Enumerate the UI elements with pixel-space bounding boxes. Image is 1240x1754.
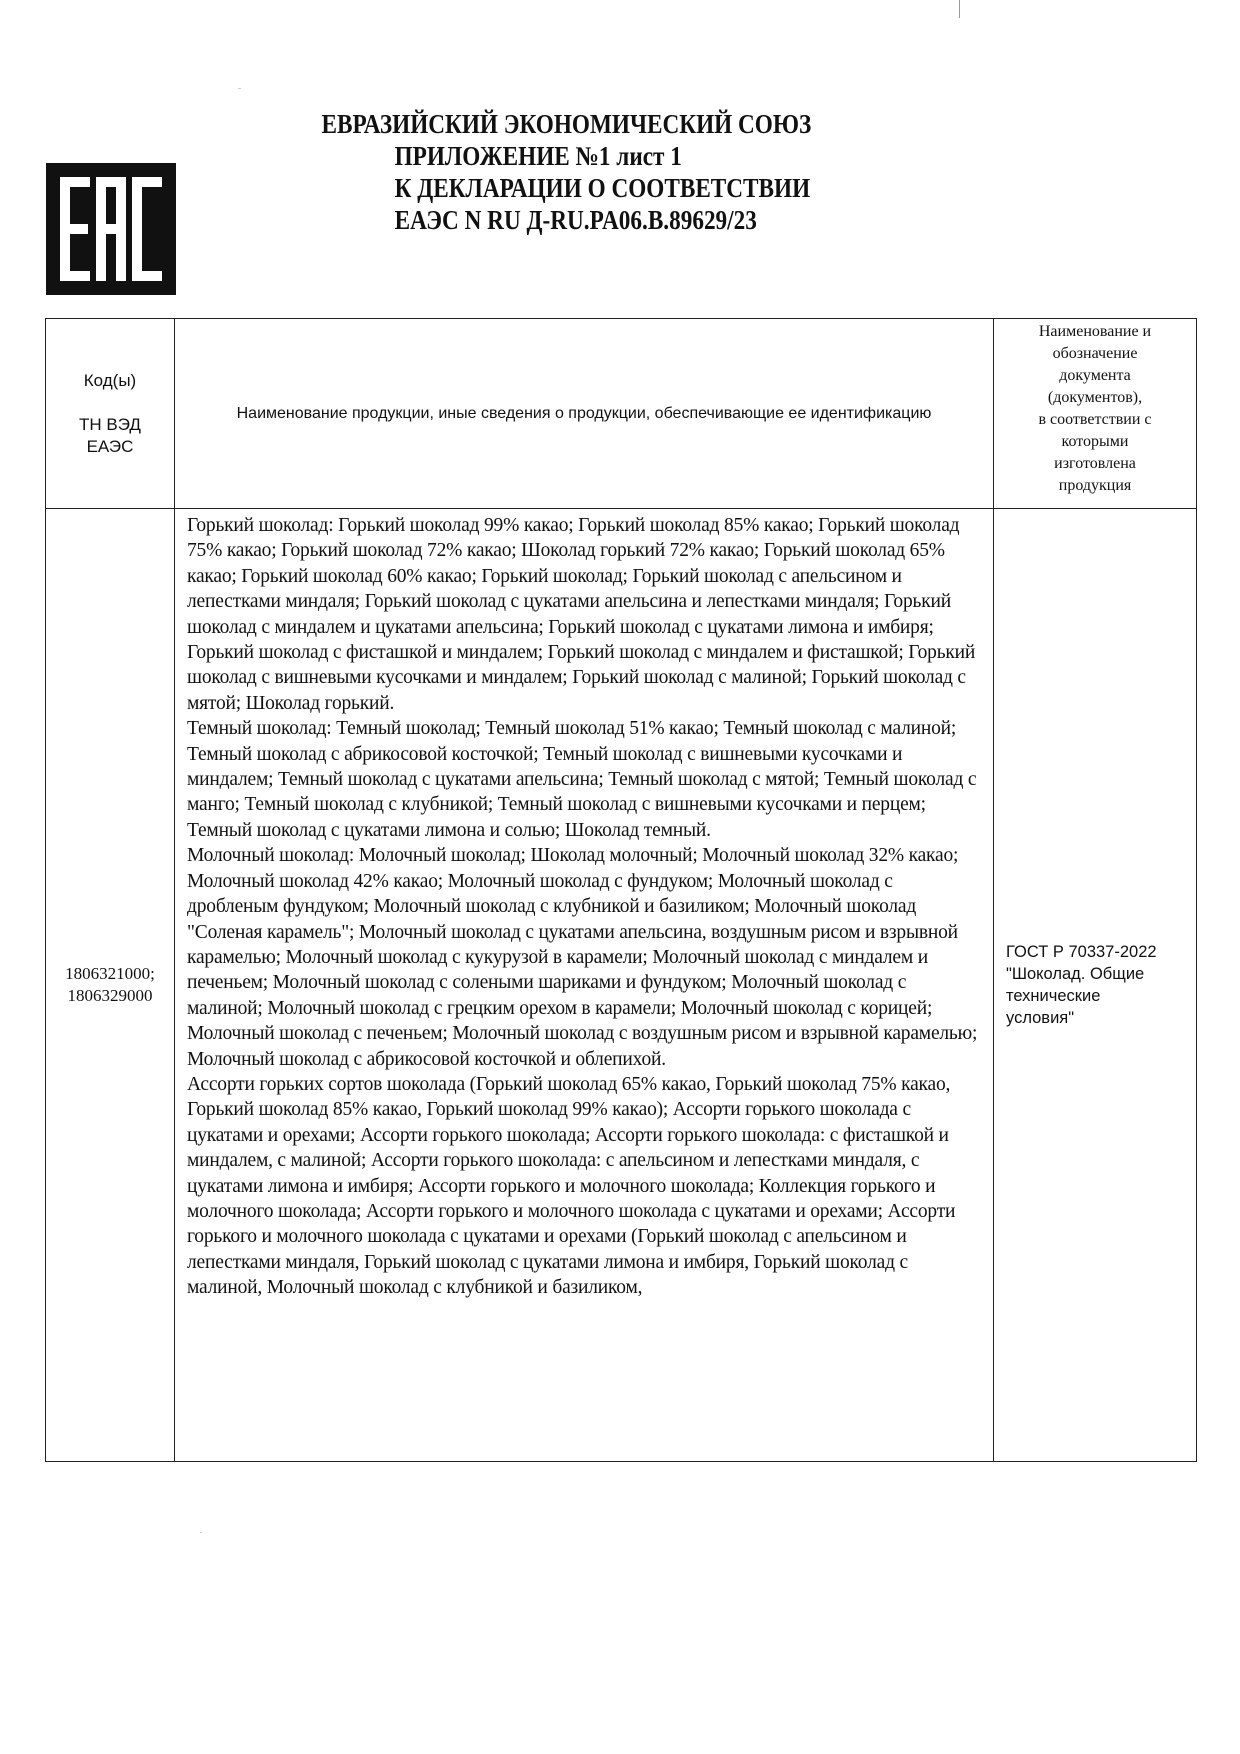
- standard-line: "Шоколад. Общие: [1006, 965, 1145, 983]
- standard-header-line: продукция: [1058, 477, 1132, 494]
- hs-code: 1806329000: [67, 986, 153, 1005]
- standard-header-line: (документов),: [1047, 389, 1143, 406]
- table-header-row: [46, 319, 1197, 509]
- product-group-assorted: Ассорти горьких сортов шоколада (Горький шоколад 65% какао, Горький шоколад 75% какао, Горький шоколад 85% какао, Горький шоколад 99% какао); Ассорти горького шоколада с цукатами и орехами; Ассорти горького шоколада; Ассорти горького шоколада: с фисташкой и миндалем, с малиной; Ассорти горького шоколада: с апельсином и лепестками миндаля, с цукатами лимона и имбиря; Ассорти горького и молочного шоколада; Коллекция горького и молочного шоколада; Ассорти горького и молочного шоколада с цукатами и орехами; Ассорти горького и молочного шоколада с цукатами и орехами (Горький шоколад с апельсином и лепестками миндаля, Горький шоколад с цукатами лимона и имбиря, Горький шоколад с малиной, Молочный шоколад с клубникой и базиликом,: [187, 1073, 956, 1299]
- standard-header-line: в соответствии с: [1038, 411, 1152, 428]
- product-description-cell: [175, 509, 994, 1462]
- codes-header-line: Код(ы): [83, 370, 137, 390]
- column-header-product: Наименование продукции, иные сведения о продукции, обеспечивающие ее идентификацию: [175, 319, 994, 509]
- header-declaration-number: ЕАЭС N RU Д-RU.PA06.B.89629/23: [394, 205, 757, 235]
- standard-line: технические: [1006, 987, 1101, 1005]
- codes-header-line: ТН ВЭД: [79, 414, 141, 434]
- codes-header-line: ЕАЭС: [86, 436, 134, 456]
- declaration-appendix-table: [45, 318, 1197, 1462]
- standard-header-line: Наименование и: [1038, 323, 1152, 340]
- header-declaration-title: К ДЕКЛАРАЦИИ О СООТВЕТСТВИИ: [394, 173, 811, 203]
- scan-artifact-dot: [200, 1532, 202, 1533]
- product-group-milk: Молочный шоколад: Молочный шоколад; Шоколад молочный; Молочный шоколад 32% какао; Молочный шоколад 42% какао; Молочный шоколад с фундуком; Молочный шоколад с дробленым фундуком; Молочный шоколад с клубникой и базиликом; Молочный шоколад "Соленая карамель"; Молочный шоколад с цукатами апельсина, воздушным рисом и взрывной карамелью; Молочный шоколад с кукурузой в карамели; Молочный шоколад с миндалем и печеньем; Молочный шоколад с солеными шариками и фундуком; Молочный шоколад с малиной; Молочный шоколад с грецким орехом в карамели; Молочный шоколад с корицей; Молочный шоколад с печеньем; Молочный шоколад с воздушным рисом и взрывной карамелью; Молочный шоколад с абрикосовой косточкой и облепихой.: [187, 845, 978, 1070]
- scan-artifact-dot: [238, 88, 241, 89]
- standard-header-line: которыми: [1061, 433, 1129, 450]
- header-appendix-main: ПРИЛОЖЕНИЕ №1: [394, 141, 617, 171]
- hs-code: 1806321000;: [65, 964, 155, 983]
- hs-codes-cell: [46, 509, 175, 1462]
- product-group-dark: Темный шоколад: Темный шоколад; Темный шоколад 51% какао; Темный шоколад с малиной; Темный шоколад с абрикосовой косточкой; Темный шоколад с вишневыми кусочками и миндалем; Темный шоколад с цукатами апельсина; Темный шоколад с мятой; Темный шоколад с манго; Темный шоколад с клубникой; Темный шоколад с вишневыми кусочками и перцем; Темный шоколад с цукатами лимона и солью; Шоколад темный.: [187, 718, 977, 841]
- standard-cell: [994, 509, 1197, 1462]
- standard-header-line: изготовлена: [1054, 455, 1136, 472]
- standard-line: ГОСТ Р 70337-2022: [1006, 943, 1157, 961]
- header-union-title: ЕВРАЗИЙСКИЙ ЭКОНОМИЧЕСКИЙ СОЮЗ: [321, 109, 812, 139]
- eac-logo-icon: [46, 163, 176, 295]
- column-header-codes: [46, 319, 175, 509]
- table-row: [46, 509, 1197, 1462]
- standard-header-line: документа: [1059, 367, 1131, 384]
- column-header-standard: [994, 319, 1197, 509]
- product-group-dark-bitter: Горький шоколад: Горький шоколад 99% какао; Горький шоколад 85% какао; Горький шоколад 75% какао; Горький шоколад 72% какао; Шоколад горький 72% какао; Горький шоколад 65% какао; Горький шоколад 60% какао; Горький шоколад; Горький шоколад с апельсином и лепестками миндаля; Горький шоколад с цукатами апельсина и лепестками миндаля; Горький шоколад с миндалем и цукатами апельсина; Горький шоколад с цукатами лимона и имбиря; Горький шоколад с фисташкой и миндалем; Горький шоколад с миндалем и фисташкой; Горький шоколад с вишневыми кусочками и миндалем; Горький шоколад с малиной; Горький шоколад с мятой; Шоколад горький.: [187, 515, 976, 714]
- scan-artifact-line: [959, 0, 960, 18]
- header-appendix-title: [300, 140, 902, 172]
- standard-header-line: обозначение: [1052, 345, 1138, 362]
- standard-line: условия": [1006, 1009, 1075, 1027]
- document-header: [300, 108, 902, 236]
- header-sheet-number: лист 1: [616, 141, 682, 171]
